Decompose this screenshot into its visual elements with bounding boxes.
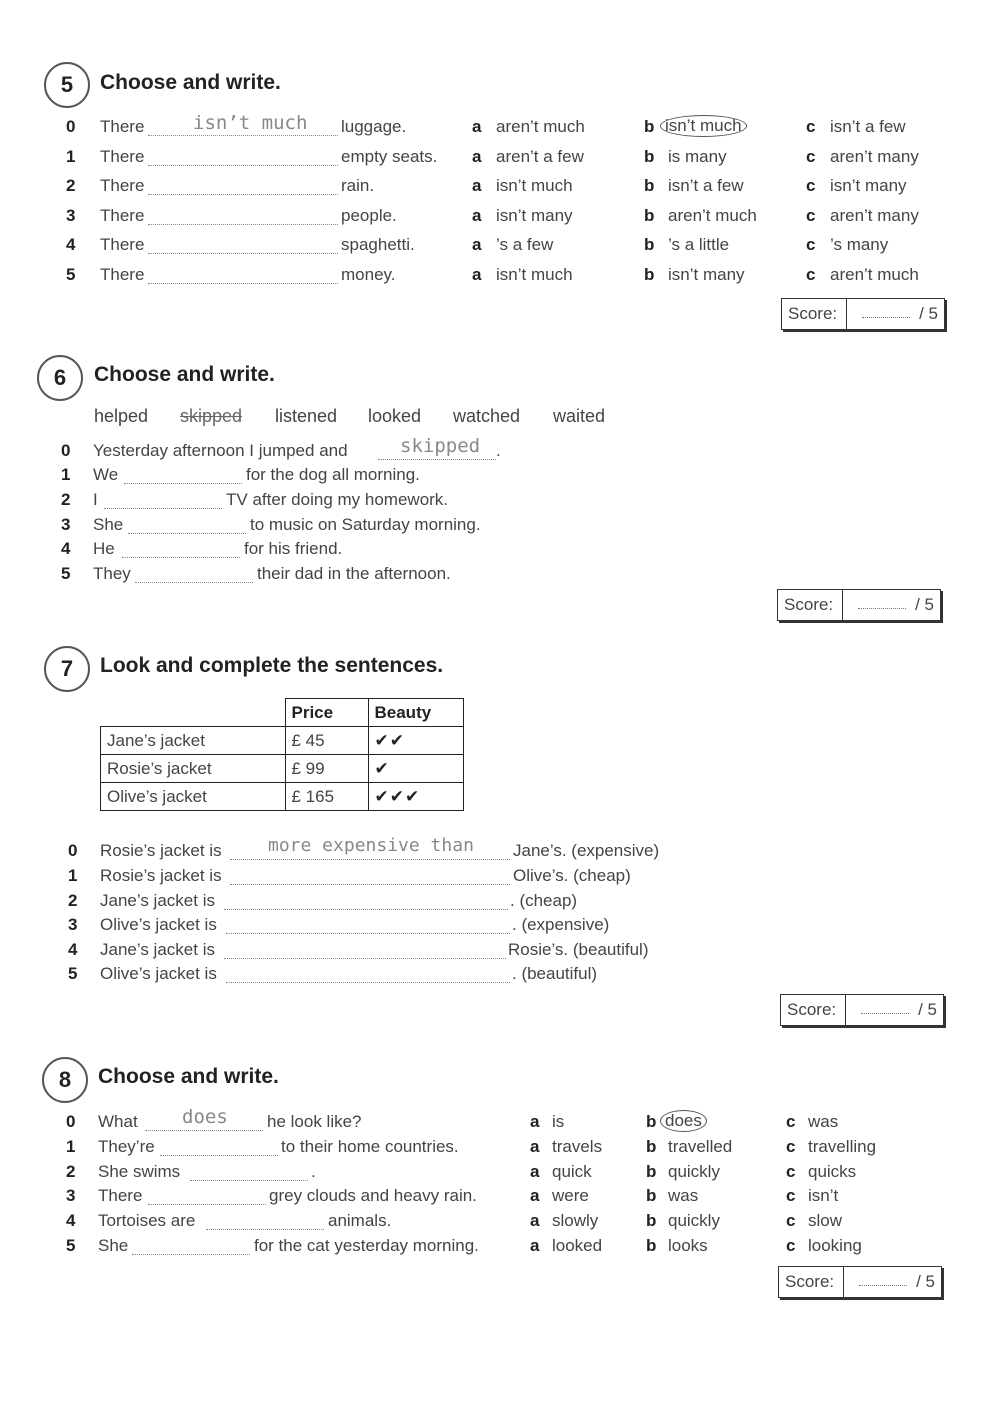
s5-row-0 xyxy=(0,112,1000,143)
table-cell-item: Jane’s jacket xyxy=(101,727,286,755)
s6-row-4 xyxy=(0,539,1000,565)
s8-row-1 xyxy=(0,1137,1000,1163)
answer-blank[interactable] xyxy=(124,465,242,484)
sentence-start: There xyxy=(100,117,145,136)
sentence-end: . (cheap) xyxy=(510,891,578,910)
sentence-start: There xyxy=(100,206,145,225)
score-label: Score: xyxy=(785,1272,835,1291)
option-a[interactable]: quick xyxy=(552,1162,592,1181)
item-number: 0 xyxy=(61,441,71,460)
option-a[interactable]: were xyxy=(552,1186,589,1205)
score-blank[interactable] xyxy=(859,1285,907,1286)
sentence-end: Jane’s. (expensive) xyxy=(513,841,660,860)
item-number: 2 xyxy=(68,891,78,910)
section-title: Choose and write. xyxy=(100,71,281,94)
answer-blank[interactable] xyxy=(104,490,222,509)
table-row xyxy=(101,755,464,783)
option-b[interactable]: looks xyxy=(668,1236,708,1255)
sentence-start: Tortoises are xyxy=(98,1211,196,1230)
option-b[interactable]: travelled xyxy=(668,1137,733,1156)
option-c[interactable]: looking xyxy=(808,1236,862,1255)
option-letter-a: a xyxy=(530,1162,540,1181)
answer-blank[interactable] xyxy=(128,515,246,534)
option-letter-a: a xyxy=(472,265,482,284)
option-b-circled[interactable]: isn’t much xyxy=(660,115,747,137)
option-c[interactable]: slow xyxy=(808,1211,843,1230)
score-box-7 xyxy=(780,994,944,1026)
sentence-start: She swims xyxy=(98,1162,181,1181)
item-number: 4 xyxy=(68,940,78,959)
answer-blank[interactable] xyxy=(224,891,508,910)
option-b-circled[interactable]: does xyxy=(660,1110,707,1132)
s5-row-3 xyxy=(0,206,1000,232)
s6-row-2 xyxy=(0,490,1000,516)
option-letter-c: c xyxy=(806,147,816,166)
sentence-start: There xyxy=(100,176,145,195)
s6-row-0 xyxy=(0,435,1000,467)
score-box-6 xyxy=(777,589,941,621)
sentence-end: animals. xyxy=(328,1211,392,1230)
sentence-end: for the dog all morning. xyxy=(246,465,420,484)
sentence-start: What xyxy=(98,1112,138,1131)
s5-row-5 xyxy=(0,265,1000,291)
option-c[interactable]: aren’t much xyxy=(830,265,919,284)
option-letter-a: a xyxy=(530,1137,540,1156)
answer-blank[interactable] xyxy=(148,176,338,195)
sentence-end: . (expensive) xyxy=(512,915,610,934)
sentence-end: for his friend. xyxy=(244,539,343,558)
answer-blank[interactable] xyxy=(132,1236,250,1255)
table-cell-beauty: ✔✔ xyxy=(368,727,463,755)
item-number: 1 xyxy=(66,147,76,166)
table-cell-beauty: ✔✔✔ xyxy=(368,783,463,811)
sentence-start: Jane’s jacket is xyxy=(100,891,215,910)
option-a[interactable]: looked xyxy=(552,1236,603,1255)
sentence-end: to their home countries. xyxy=(281,1137,459,1156)
sentence-end: . xyxy=(311,1162,316,1181)
option-a[interactable]: isn’t much xyxy=(496,176,573,195)
score-box-5 xyxy=(781,298,945,330)
option-letter-b: b xyxy=(646,1186,657,1205)
s8-row-3 xyxy=(0,1186,1000,1212)
sentence-start: Jane’s jacket is xyxy=(100,940,215,959)
item-number: 3 xyxy=(66,1186,76,1205)
item-number: 3 xyxy=(68,915,78,934)
sentence-start: Olive’s jacket is xyxy=(100,964,217,983)
sentence-start: There xyxy=(100,147,145,166)
item-number: 2 xyxy=(66,1162,76,1181)
option-b[interactable]: aren’t much xyxy=(668,206,757,225)
sentence-end: their dad in the afternoon. xyxy=(257,564,451,583)
s7-row-4 xyxy=(0,940,1000,966)
sentence-end: people. xyxy=(341,206,397,225)
item-number: 2 xyxy=(61,490,71,509)
s6-row-1 xyxy=(0,465,1000,491)
score-label: Score: xyxy=(784,595,834,614)
option-a[interactable]: slowly xyxy=(552,1211,599,1230)
s5-row-4 xyxy=(0,235,1000,261)
answer-blank[interactable] xyxy=(148,265,338,284)
sentence-end: Olive’s. (cheap) xyxy=(513,866,631,885)
item-number: 5 xyxy=(66,265,76,284)
option-a[interactable]: travels xyxy=(552,1137,603,1156)
score-total: / 5 xyxy=(916,1272,935,1291)
answer-blank[interactable] xyxy=(226,915,510,934)
option-letter-b: b xyxy=(644,265,655,284)
option-letter-b: b xyxy=(644,235,655,254)
option-a[interactable]: aren’t much xyxy=(496,117,585,136)
option-c[interactable]: aren’t many xyxy=(830,147,919,166)
sentence-start: There xyxy=(100,235,145,254)
option-b[interactable]: was xyxy=(668,1186,699,1205)
answer-blank[interactable] xyxy=(190,1162,308,1181)
s7-row-5 xyxy=(0,964,1000,990)
table-header-beauty: Beauty xyxy=(368,699,463,727)
option-c[interactable]: was xyxy=(808,1112,839,1131)
option-letter-a: a xyxy=(472,176,482,195)
option-letter-a: a xyxy=(530,1112,540,1131)
option-letter-c: c xyxy=(786,1186,796,1205)
score-label: Score: xyxy=(787,1000,837,1019)
sentence-end: he look like? xyxy=(267,1112,362,1131)
table-cell-item: Rosie’s jacket xyxy=(101,755,286,783)
option-letter-c: c xyxy=(786,1137,796,1156)
option-b[interactable]: quickly xyxy=(668,1162,720,1181)
item-number: 0 xyxy=(68,841,78,860)
sentence-end: grey clouds and heavy rain. xyxy=(269,1186,477,1205)
item-number: 0 xyxy=(66,1112,76,1131)
option-c[interactable]: isn’t xyxy=(808,1186,839,1205)
item-number: 2 xyxy=(66,176,76,195)
answer-blank[interactable] xyxy=(230,866,510,885)
answer-blank[interactable] xyxy=(224,940,506,959)
sentence-end: . xyxy=(496,441,501,460)
option-letter-a: a xyxy=(530,1211,540,1230)
option-letter-c: c xyxy=(806,206,816,225)
answer-blank[interactable] xyxy=(148,147,338,166)
option-letter-c: c xyxy=(806,235,816,254)
s6-row-5 xyxy=(0,564,1000,590)
answer-blank[interactable] xyxy=(148,1186,266,1205)
option-letter-a: a xyxy=(530,1186,540,1205)
sentence-end: to music on Saturday morning. xyxy=(250,515,481,534)
option-letter-b: b xyxy=(646,1236,657,1255)
option-letter-a: a xyxy=(472,235,482,254)
section-title: Choose and write. xyxy=(98,1065,279,1088)
option-letter-b: b xyxy=(646,1112,657,1131)
s5-row-2 xyxy=(0,176,1000,202)
table-cell-price: £ 165 xyxy=(285,783,368,811)
answer-blank[interactable] xyxy=(160,1137,278,1156)
score-total: / 5 xyxy=(918,1000,937,1019)
sentence-end: . (beautiful) xyxy=(512,964,598,983)
score-total: / 5 xyxy=(919,304,938,323)
word-bank-item: looked xyxy=(368,406,422,426)
s7-row-2 xyxy=(0,891,1000,917)
option-b[interactable]: ’s a little xyxy=(668,235,730,254)
handwritten-answer: skipped xyxy=(400,435,481,457)
option-a[interactable]: isn’t many xyxy=(496,206,573,225)
option-letter-b: b xyxy=(644,206,655,225)
option-c[interactable]: aren’t many xyxy=(830,206,919,225)
s5-row-1 xyxy=(0,147,1000,173)
section-number-badge: 8 xyxy=(42,1057,88,1103)
sentence-start: I xyxy=(93,490,98,509)
word-bank-item: watched xyxy=(453,406,521,426)
section-number-badge: 5 xyxy=(44,62,90,108)
handwritten-answer: isn’t much xyxy=(193,112,308,134)
option-b[interactable]: isn’t many xyxy=(668,265,745,284)
table-cell-item: Olive’s jacket xyxy=(101,783,286,811)
section-title: Look and complete the sentences. xyxy=(100,654,444,677)
option-a[interactable]: isn’t much xyxy=(496,265,573,284)
sentence-end: TV after doing my homework. xyxy=(226,490,449,509)
word-bank-item: helped xyxy=(94,406,149,426)
table-cell-price: £ 45 xyxy=(285,727,368,755)
table-row xyxy=(101,727,464,755)
item-number: 5 xyxy=(68,964,78,983)
sentence-end: Rosie’s. (beautiful) xyxy=(508,940,649,959)
table-header-price: Price xyxy=(285,699,368,727)
score-blank[interactable] xyxy=(858,608,906,609)
option-a[interactable]: aren’t a few xyxy=(496,147,584,166)
option-letter-c: c xyxy=(786,1211,796,1230)
sentence-start: He xyxy=(93,539,115,558)
sentence-start: Rosie’s jacket is xyxy=(100,841,222,860)
answer-blank[interactable] xyxy=(135,564,253,583)
item-number: 5 xyxy=(66,1236,76,1255)
option-letter-c: c xyxy=(786,1112,796,1131)
option-letter-a: a xyxy=(472,117,482,136)
handwritten-answer: does xyxy=(182,1106,228,1128)
jacket-table xyxy=(100,698,464,811)
handwritten-answer: more expensive than xyxy=(268,835,474,856)
option-b[interactable]: isn’t a few xyxy=(668,176,744,195)
sentence-start: Yesterday afternoon I jumped and xyxy=(93,441,348,460)
s7-row-1 xyxy=(0,866,1000,892)
s8-row-0 xyxy=(0,1106,1000,1138)
option-letter-a: a xyxy=(530,1236,540,1255)
sentence-end: for the cat yesterday morning. xyxy=(254,1236,479,1255)
sentence-start: They’re xyxy=(98,1137,155,1156)
sentence-start: There xyxy=(100,265,145,284)
option-a[interactable]: ’s a few xyxy=(496,235,554,254)
option-letter-c: c xyxy=(786,1236,796,1255)
option-a[interactable]: is xyxy=(552,1112,565,1131)
table-cell-price: £ 99 xyxy=(285,755,368,783)
option-c[interactable]: quicks xyxy=(808,1162,857,1181)
option-c[interactable]: isn’t many xyxy=(830,176,907,195)
item-number: 5 xyxy=(61,564,71,583)
sentence-end: spaghetti. xyxy=(341,235,415,254)
option-letter-b: b xyxy=(646,1137,657,1156)
answer-blank[interactable] xyxy=(148,235,338,254)
score-blank[interactable] xyxy=(861,1013,909,1014)
sentence-end: empty seats. xyxy=(341,147,438,166)
option-c[interactable]: isn’t a few xyxy=(830,117,906,136)
sentence-end: rain. xyxy=(341,176,375,195)
sentence-start: She xyxy=(93,515,124,534)
item-number: 4 xyxy=(66,235,76,254)
item-number: 1 xyxy=(66,1137,76,1156)
option-letter-c: c xyxy=(806,117,816,136)
sentence-start: There xyxy=(98,1186,143,1205)
answer-blank[interactable] xyxy=(122,539,240,558)
answer-blank[interactable] xyxy=(206,1211,324,1230)
item-number: 1 xyxy=(61,465,71,484)
section-number-badge: 6 xyxy=(37,355,83,401)
table-cell-beauty: ✔ xyxy=(368,755,463,783)
answer-blank[interactable] xyxy=(226,964,510,983)
table-row xyxy=(101,783,464,811)
sentence-start: Olive’s jacket is xyxy=(100,915,217,934)
s8-row-2 xyxy=(0,1162,1000,1188)
s7-row-3 xyxy=(0,915,1000,941)
item-number: 4 xyxy=(61,539,71,558)
word-bank-item-crossed: skipped xyxy=(180,406,243,426)
s6-row-3 xyxy=(0,515,1000,541)
item-number: 0 xyxy=(66,117,76,136)
option-c[interactable]: travelling xyxy=(808,1137,877,1156)
score-total: / 5 xyxy=(915,595,934,614)
option-letter-c: c xyxy=(786,1162,796,1181)
item-number: 3 xyxy=(61,515,71,534)
option-letter-b: b xyxy=(646,1162,657,1181)
option-c[interactable]: ’s many xyxy=(830,235,889,254)
item-number: 3 xyxy=(66,206,76,225)
score-box-8 xyxy=(778,1266,942,1298)
word-bank-item: listened xyxy=(275,406,338,426)
option-letter-c: c xyxy=(806,176,816,195)
s8-row-4 xyxy=(0,1211,1000,1237)
option-letter-a: a xyxy=(472,206,482,225)
score-blank[interactable] xyxy=(862,317,910,318)
option-letter-c: c xyxy=(806,265,816,284)
item-number: 4 xyxy=(66,1211,76,1230)
sentence-start: Rosie’s jacket is xyxy=(100,866,222,885)
sentence-start: She xyxy=(98,1236,129,1255)
sentence-end: money. xyxy=(341,265,396,284)
option-letter-b: b xyxy=(644,147,655,166)
s8-row-5 xyxy=(0,1236,1000,1262)
score-label: Score: xyxy=(788,304,838,323)
option-letter-b: b xyxy=(644,176,655,195)
word-bank-item: waited xyxy=(553,406,606,426)
section-number-badge: 7 xyxy=(44,646,90,692)
option-b[interactable]: quickly xyxy=(668,1211,720,1230)
option-b[interactable]: is many xyxy=(668,147,727,166)
sentence-start: They xyxy=(93,564,131,583)
sentence-start: We xyxy=(93,465,119,484)
option-letter-b: b xyxy=(644,117,655,136)
section-title: Choose and write. xyxy=(94,363,275,386)
sentence-end: luggage. xyxy=(341,117,407,136)
item-number: 1 xyxy=(68,866,78,885)
s7-row-0 xyxy=(0,835,1000,867)
option-letter-b: b xyxy=(646,1211,657,1230)
option-letter-a: a xyxy=(472,147,482,166)
answer-blank[interactable] xyxy=(148,206,338,225)
